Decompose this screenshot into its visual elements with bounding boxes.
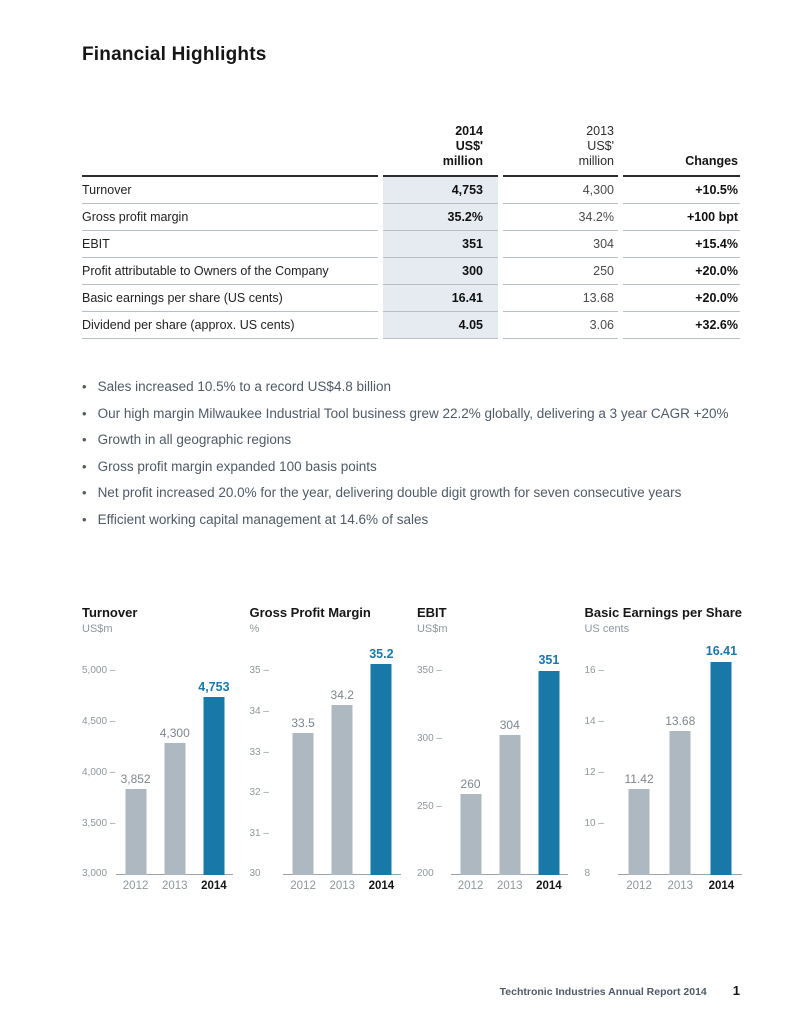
highlight-item xyxy=(82,380,750,395)
bar-column xyxy=(660,643,701,875)
bar-column xyxy=(451,643,490,875)
highlight-text: Gross profit margin expanded 100 basis points xyxy=(97,458,377,474)
bar-value-label: 35.2 xyxy=(369,646,394,661)
bar-column xyxy=(362,643,401,875)
table-header-2014 xyxy=(383,124,498,177)
table-cell-2014: 4.05 xyxy=(383,312,498,339)
bar-value-label: 34.2 xyxy=(330,687,354,702)
x-axis-labels xyxy=(618,880,742,892)
chart-bars xyxy=(618,643,742,875)
chart-title: Gross Profit Margin xyxy=(249,605,371,620)
bar-column xyxy=(529,643,568,875)
bar-value-label: 13.68 xyxy=(665,714,696,729)
x-axis-labels xyxy=(283,880,401,892)
y-axis-tick-label: 300 – xyxy=(416,732,443,744)
highlight-item xyxy=(82,513,750,528)
x-axis-labels xyxy=(451,880,569,892)
charts-row xyxy=(82,606,742,892)
footer-report-name: Techtronic Industries Annual Report 2014 xyxy=(499,986,707,998)
y-axis-tick-label: 35 – xyxy=(249,665,269,677)
y-axis-tick-label: 350 – xyxy=(416,665,443,677)
bar-value-label: 304 xyxy=(499,717,520,732)
table-cell-change: +20.0% xyxy=(623,285,740,312)
chart-plot-area xyxy=(249,643,401,880)
header-line: million xyxy=(442,154,483,168)
bar-chart xyxy=(417,606,569,892)
bar-column xyxy=(194,643,233,875)
chart-bar xyxy=(371,664,392,875)
bar-chart xyxy=(82,606,233,892)
y-axis-tick-label: 32 – xyxy=(249,787,269,799)
bullet-icon: • xyxy=(82,379,87,394)
table-cell-2014: 351 xyxy=(383,231,498,258)
bullet-icon: • xyxy=(82,405,87,421)
y-axis-tick-label: 250 – xyxy=(416,800,443,812)
bar-value-label: 11.42 xyxy=(624,771,654,786)
table-row-label: Gross profit margin xyxy=(82,204,378,231)
chart-unit-label: US cents xyxy=(584,623,630,636)
bar-value-label: 16.41 xyxy=(705,644,738,659)
chart-bar xyxy=(460,794,481,875)
header-line: 2014 xyxy=(455,124,483,138)
highlights-list xyxy=(82,380,750,539)
table-row-label: Basic earnings per share (US cents) xyxy=(82,285,378,312)
highlight-text: Net profit increased 20.0% for the year, delivering double digit growth for seven consecutive years xyxy=(97,485,682,501)
table-header-changes xyxy=(623,124,740,177)
y-axis-tick-label: 33 – xyxy=(249,746,269,758)
chart-title: Turnover xyxy=(82,605,138,620)
table-cell-2013: 34.2% xyxy=(503,204,618,231)
x-axis-category-label: 2014 xyxy=(201,880,227,893)
header-line: US$' xyxy=(587,139,614,153)
bar-column xyxy=(283,643,322,875)
y-axis-tick-label: 14 – xyxy=(584,716,604,728)
x-axis-category-label: 2012 xyxy=(457,880,484,893)
chart-plot-area xyxy=(584,643,742,880)
y-axis-tick-label: 8 xyxy=(584,868,591,880)
table-header-spacer xyxy=(82,124,378,177)
table-cell-change: +32.6% xyxy=(623,312,740,339)
highlight-text: Our high margin Milwaukee Industrial Tool business grew 22.2% globally, delivering a 3 year CAGR +20% xyxy=(97,405,729,421)
x-axis-category-label: 2013 xyxy=(496,880,523,893)
chart-bar xyxy=(164,743,185,875)
bar-value-label: 4,753 xyxy=(198,679,230,694)
table-cell-2014: 4,753 xyxy=(383,177,498,204)
bar-column xyxy=(618,643,659,875)
x-axis-category-label: 2012 xyxy=(122,880,149,893)
table-cell-change: +10.5% xyxy=(623,177,740,204)
bar-column xyxy=(155,643,194,875)
y-axis-tick-label: 4,500 – xyxy=(82,716,116,728)
x-axis-labels xyxy=(116,880,233,892)
bar-column xyxy=(116,643,155,875)
chart-bar xyxy=(203,697,224,875)
x-axis-category-label: 2014 xyxy=(536,880,562,893)
page-title: Financial Highlights xyxy=(82,44,267,65)
chart-bar xyxy=(499,735,520,876)
header-line: million xyxy=(578,154,614,168)
y-axis-tick-label: 10 – xyxy=(584,817,604,829)
bar-value-label: 4,300 xyxy=(159,726,190,741)
table-cell-2013: 13.68 xyxy=(503,285,618,312)
y-axis-tick-label: 4,000 – xyxy=(82,766,116,778)
y-axis-tick-label: 3,000 xyxy=(82,868,108,880)
bullet-icon: • xyxy=(82,458,87,474)
bar-value-label: 260 xyxy=(460,777,481,792)
bar-column xyxy=(490,643,529,875)
chart-plot-area xyxy=(416,643,569,880)
chart-bar xyxy=(332,705,353,876)
y-axis-tick-label: 12 – xyxy=(584,766,604,778)
chart-bars xyxy=(283,643,401,875)
table-cell-2014: 35.2% xyxy=(383,204,498,231)
table-cell-2013: 250 xyxy=(503,258,618,285)
chart-bar xyxy=(629,789,650,876)
chart-plot-area xyxy=(82,643,233,880)
table-row-label: Dividend per share (approx. US cents) xyxy=(82,312,378,339)
highlight-item xyxy=(82,433,750,448)
highlight-item xyxy=(82,407,750,422)
x-axis-category-label: 2012 xyxy=(290,880,316,893)
x-axis-category-label: 2013 xyxy=(329,880,356,893)
chart-bar xyxy=(125,789,146,875)
highlight-item xyxy=(82,460,750,475)
table-cell-2014: 300 xyxy=(383,258,498,285)
x-axis-category-label: 2013 xyxy=(161,880,188,893)
highlight-item xyxy=(82,486,750,501)
bar-chart xyxy=(584,606,742,892)
bar-column xyxy=(701,643,742,875)
bar-value-label: 3,852 xyxy=(120,771,151,786)
header-line: US$' xyxy=(455,139,483,153)
bullet-icon: • xyxy=(82,432,87,448)
chart-bar xyxy=(538,671,559,875)
x-axis-category-label: 2014 xyxy=(708,880,735,893)
bar-value-label: 33.5 xyxy=(291,716,315,731)
financial-highlights-table xyxy=(82,124,740,339)
bullet-icon: • xyxy=(82,485,87,501)
page-footer xyxy=(500,983,740,998)
chart-unit-label: US$m xyxy=(82,623,113,636)
chart-unit-label: US$m xyxy=(416,623,448,636)
table-row-label: Turnover xyxy=(82,177,378,204)
chart-title: EBIT xyxy=(416,605,447,620)
y-axis-tick-label: 34 – xyxy=(249,705,269,717)
table-cell-change: +100 bpt xyxy=(623,204,740,231)
highlight-text: Growth in all geographic regions xyxy=(97,432,292,448)
bar-value-label: 351 xyxy=(538,653,560,668)
table-header-2013 xyxy=(503,124,618,177)
x-axis-category-label: 2014 xyxy=(368,880,395,893)
chart-bar xyxy=(670,731,691,875)
chart-bars xyxy=(116,643,233,875)
y-axis-tick-label: 30 xyxy=(249,868,261,880)
chart-unit-label: % xyxy=(249,623,260,636)
bullet-icon: • xyxy=(82,511,87,527)
table-cell-2013: 304 xyxy=(503,231,618,258)
header-line: 2013 xyxy=(586,124,614,138)
y-axis-tick-label: 31 – xyxy=(249,827,269,839)
highlight-text: Efficient working capital management at 14.6% of sales xyxy=(97,511,429,527)
bar-chart xyxy=(249,606,401,892)
table-cell-2013: 4,300 xyxy=(503,177,618,204)
x-axis-category-label: 2012 xyxy=(626,880,652,893)
chart-bars xyxy=(451,643,569,875)
y-axis-tick-label: 5,000 – xyxy=(82,665,116,677)
highlight-text: Sales increased 10.5% to a record US$4.8 billion xyxy=(97,379,391,394)
y-axis-tick-label: 200 xyxy=(416,868,434,880)
x-axis-category-label: 2013 xyxy=(667,880,694,893)
table-row-label: Profit attributable to Owners of the Company xyxy=(82,258,378,285)
table-cell-2014: 16.41 xyxy=(383,285,498,312)
y-axis-tick-label: 3,500 – xyxy=(82,817,116,829)
table-cell-2013: 3.06 xyxy=(503,312,618,339)
table-row-label: EBIT xyxy=(82,231,378,258)
y-axis-tick-label: 16 – xyxy=(584,665,604,677)
footer-page-number: 1 xyxy=(732,983,740,998)
bar-column xyxy=(323,643,362,875)
table-cell-change: +15.4% xyxy=(623,231,740,258)
header-line: Changes xyxy=(685,154,738,168)
chart-title: Basic Earnings per Share xyxy=(584,605,742,620)
chart-bar xyxy=(711,662,732,875)
table-cell-change: +20.0% xyxy=(623,258,740,285)
chart-bar xyxy=(293,733,314,875)
